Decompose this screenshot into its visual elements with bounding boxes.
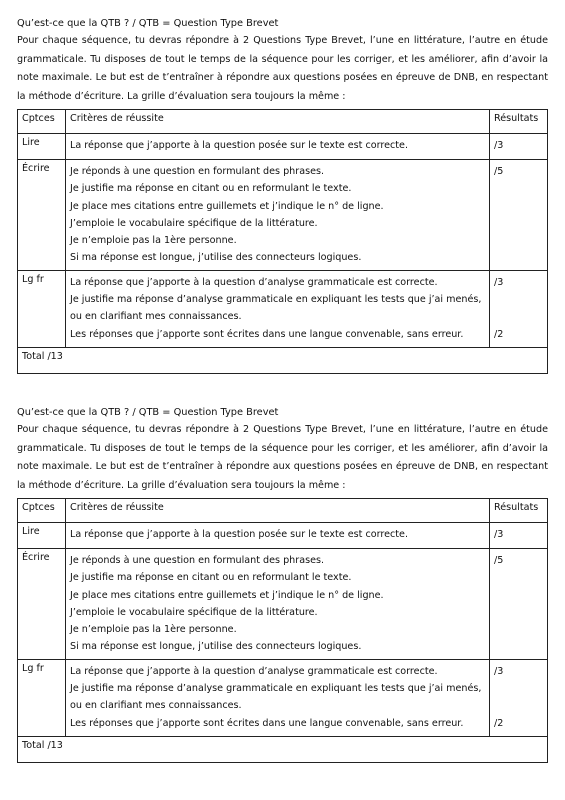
- score: /3: [494, 276, 504, 288]
- criteria-cell: [66, 134, 490, 160]
- section-title: Qu’est-ce que la QTB ? / QTB = Question Type Brevet: [17, 18, 279, 29]
- score: /3: [494, 140, 504, 151]
- header-resultats: Résultats: [490, 110, 548, 134]
- result-cell: [490, 659, 548, 736]
- criterion: Si ma réponse est longue, j’utilise des connecteurs logiques.: [70, 641, 362, 653]
- criterion: La réponse que j’apporte à la question posée sur le texte est correcte.: [70, 140, 408, 151]
- criterion: La réponse que j’apporte à la question d’analyse grammaticale est correcte.: [70, 276, 438, 288]
- competence-cell: Écrire: [18, 549, 66, 660]
- grid-row-lire: [18, 523, 548, 549]
- criterion: Si ma réponse est longue, j’utilise des connecteurs logiques.: [70, 252, 362, 264]
- header-cptces: Cptces: [18, 499, 66, 523]
- header-cptces: Cptces: [18, 110, 66, 134]
- criteria-cell: [66, 659, 490, 736]
- criterion: Je n’emploie pas la 1ère personne.: [70, 624, 237, 636]
- competence-cell: Lg fr: [18, 659, 66, 736]
- score: /5: [494, 166, 504, 177]
- total-cell: Total /13: [18, 736, 548, 762]
- criterion: Je n’emploie pas la 1ère personne.: [70, 235, 237, 247]
- criterion: Je place mes citations entre guillemets et j’indique le n° de ligne.: [70, 589, 384, 601]
- qtb-section-1: [17, 16, 548, 374]
- competence-cell: Lg fr: [18, 270, 66, 347]
- criteria-cell: [66, 160, 490, 271]
- criterion: La réponse que j’apporte à la question d’analyse grammaticale est correcte.: [70, 665, 438, 677]
- criterion: Je justifie ma réponse en citant ou en reformulant le texte.: [70, 183, 352, 195]
- competence-cell: Lire: [18, 134, 66, 160]
- header-criteres: Critères de réussite: [66, 110, 490, 134]
- section-title: Qu’est-ce que la QTB ? / QTB = Question Type Brevet: [17, 407, 279, 418]
- grid-header-row: [18, 499, 548, 523]
- grid-row-lire: [18, 134, 548, 160]
- criterion: Je réponds à une question en formulant des phrases.: [70, 166, 325, 177]
- result-cell: [490, 134, 548, 160]
- criterion: Je place mes citations entre guillemets et j’indique le n° de ligne.: [70, 200, 384, 212]
- grid-row-lgfr: [18, 659, 548, 736]
- result-cell: [490, 270, 548, 347]
- section-intro: Pour chaque séquence, tu devras répondre à 2 Questions Type Brevet, l’une en littérature, l’autre en étude grammaticale. Tu disposes de tout le temps de la séquence pour les corriger, et les améliorer, afin d’avoir la note maximale. Le but est de t’entraîner à répondre aux questions posées en épreuve de DNB, en respectant la méthode d’écriture. La grille d’évaluation sera toujours la même :: [17, 424, 548, 491]
- section-intro: Pour chaque séquence, tu devras répondre à 2 Questions Type Brevet, l’une en littérature, l’autre en étude grammaticale. Tu disposes de tout le temps de la séquence pour les corriger, et les améliorer, afin d’avoir la note maximale. Le but est de t’entraîner à répondre aux questions posées en épreuve de DNB, en respectant la méthode d’écriture. La grille d’évaluation sera toujours la même :: [17, 35, 548, 102]
- criterion: Je réponds à une question en formulant des phrases.: [70, 555, 325, 566]
- criteria-cell: [66, 523, 490, 549]
- criterion: Les réponses que j’apporte sont écrites dans une langue convenable, sans erreur.: [70, 328, 464, 340]
- header-criteres: Critères de réussite: [66, 499, 490, 523]
- competence-cell: Lire: [18, 523, 66, 549]
- criteria-cell: [66, 549, 490, 660]
- score: /5: [494, 555, 504, 566]
- grid-total-row: [18, 347, 548, 373]
- criterion: Je justifie ma réponse en citant ou en reformulant le texte.: [70, 572, 352, 584]
- grid-row-lgfr: [18, 270, 548, 347]
- criterion: Je justifie ma réponse d’analyse grammaticale en expliquant les tests que j’ai menés, ou en clarifiant mes connaissances.: [70, 683, 482, 712]
- score: /2: [494, 328, 504, 340]
- evaluation-grid: [17, 498, 548, 763]
- criterion: J’emploie le vocabulaire spécifique de la littérature.: [70, 606, 318, 618]
- score: /3: [494, 529, 504, 540]
- result-cell: [490, 523, 548, 549]
- grid-header-row: [18, 110, 548, 134]
- grid-row-ecrire: [18, 549, 548, 660]
- criterion: J’emploie le vocabulaire spécifique de la littérature.: [70, 217, 318, 229]
- grid-row-ecrire: [18, 160, 548, 271]
- result-cell: [490, 160, 548, 271]
- criteria-cell: [66, 270, 490, 347]
- qtb-section-2: [17, 405, 548, 763]
- criterion: Les réponses que j’apporte sont écrites dans une langue convenable, sans erreur.: [70, 717, 464, 729]
- criterion: La réponse que j’apporte à la question posée sur le texte est correcte.: [70, 529, 408, 540]
- result-cell: [490, 549, 548, 660]
- criterion: Je justifie ma réponse d’analyse grammaticale en expliquant les tests que j’ai menés, ou en clarifiant mes connaissances.: [70, 294, 482, 323]
- evaluation-grid: [17, 109, 548, 374]
- grid-total-row: [18, 736, 548, 762]
- score: /3: [494, 665, 504, 677]
- competence-cell: Écrire: [18, 160, 66, 271]
- header-resultats: Résultats: [490, 499, 548, 523]
- score: /2: [494, 717, 504, 729]
- total-cell: Total /13: [18, 347, 548, 373]
